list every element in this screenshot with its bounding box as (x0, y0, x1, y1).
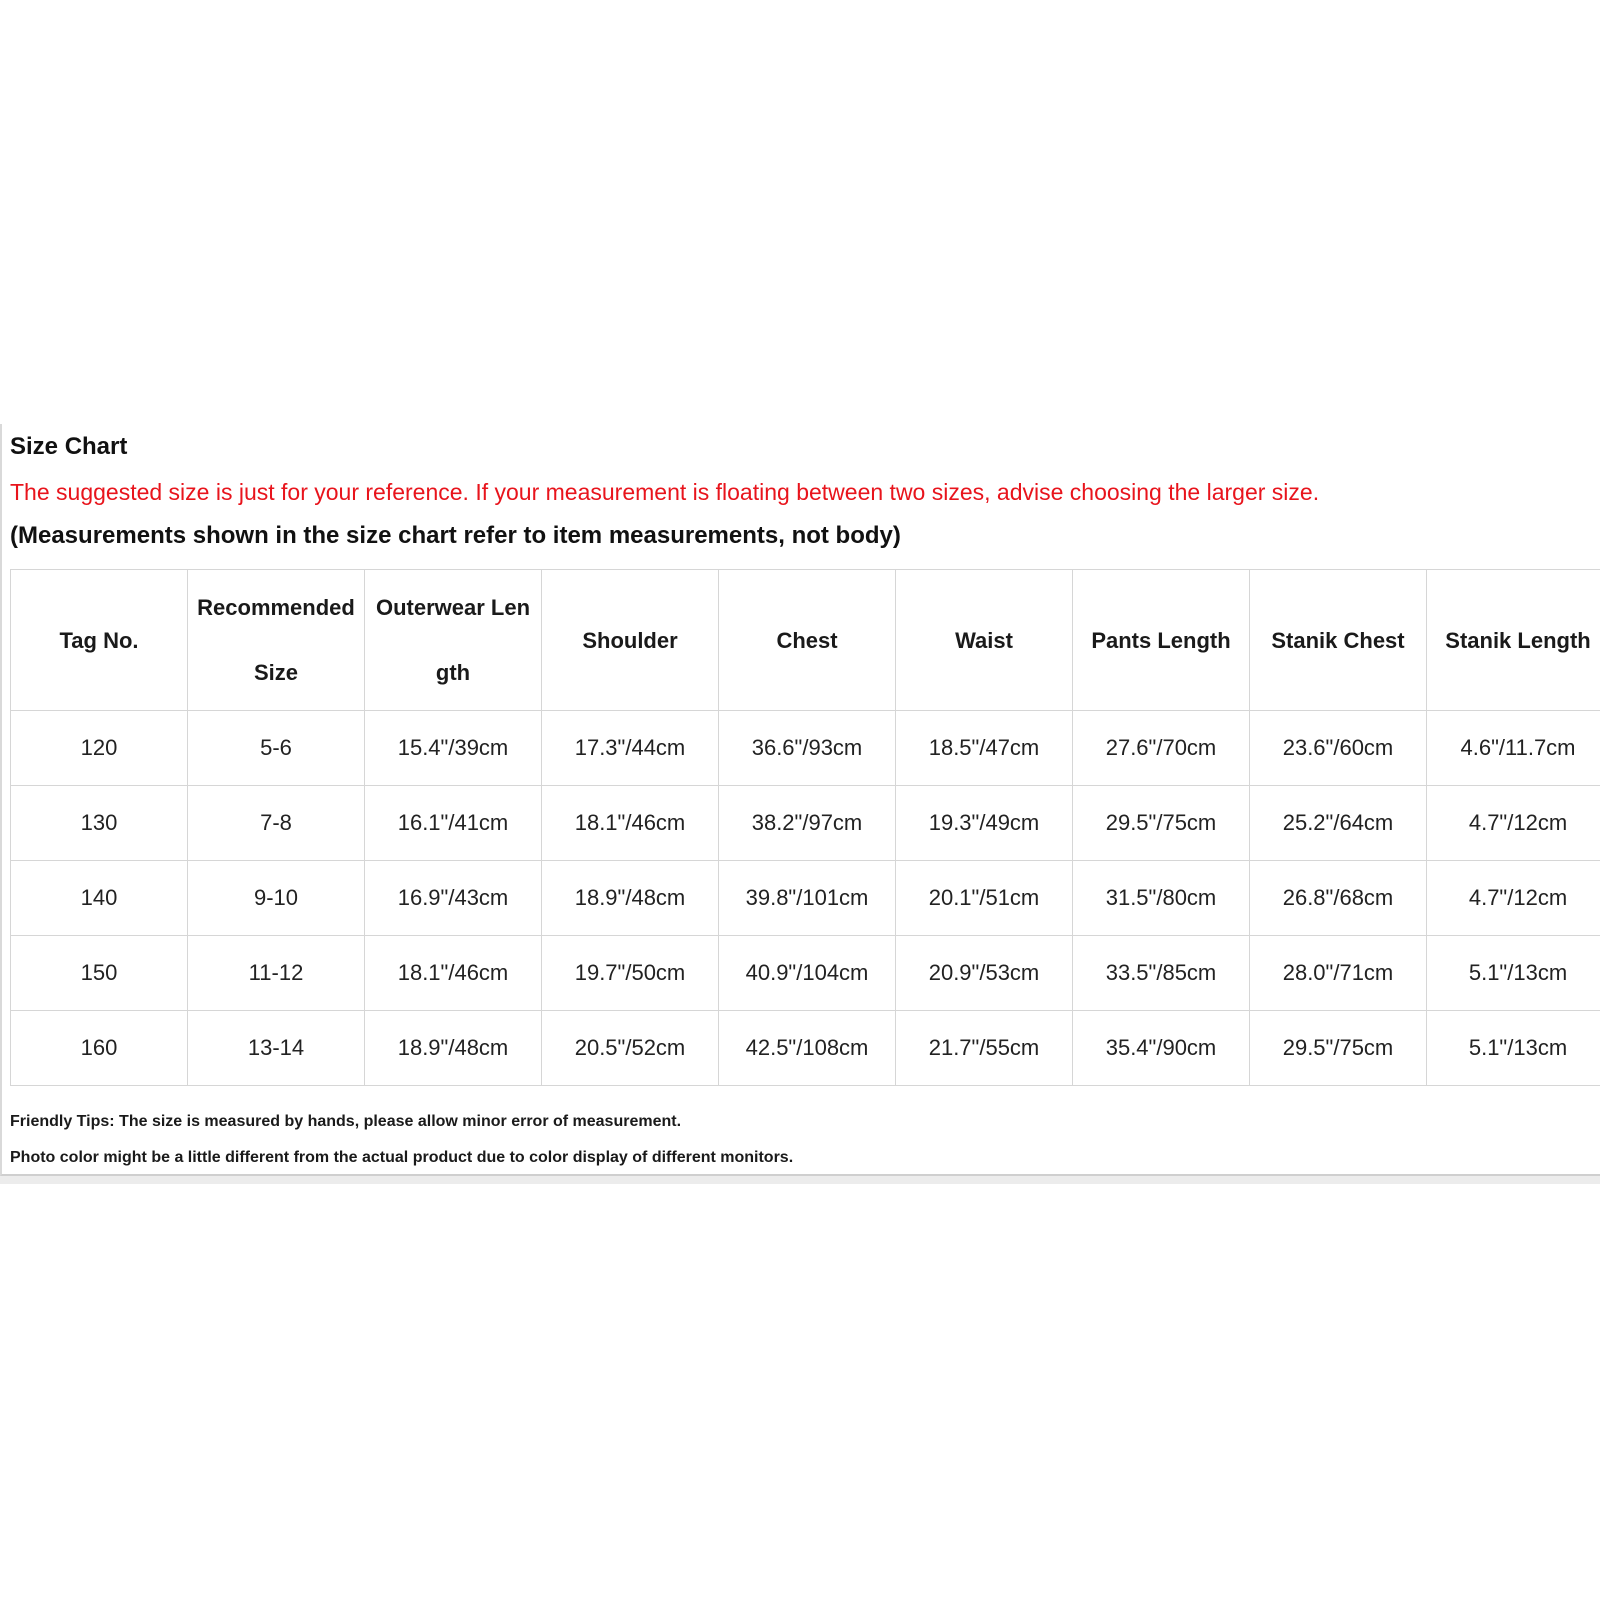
panel-bottom-edge (0, 1176, 1600, 1184)
table-cell: 26.8"/68cm (1250, 861, 1427, 936)
table-cell: 28.0"/71cm (1250, 936, 1427, 1011)
column-header (542, 570, 719, 711)
table-cell: 4.6"/11.7cm (1427, 711, 1600, 786)
table-cell: 15.4"/39cm (365, 711, 542, 786)
table-cell: 31.5"/80cm (1073, 861, 1250, 936)
table-cell: 20.1"/51cm (896, 861, 1073, 936)
table-cell: 13-14 (188, 1011, 365, 1086)
table-cell: 120 (11, 711, 188, 786)
column-header-text: gth (435, 660, 471, 685)
column-header-text: Recommended (197, 595, 355, 620)
column-header (719, 570, 896, 711)
column-header-text: Shoulder (582, 627, 678, 653)
table-cell: 5.1"/13cm (1427, 936, 1600, 1011)
table-cell: 16.1"/41cm (365, 786, 542, 861)
column-header (896, 570, 1073, 711)
size-table (10, 569, 1600, 1086)
column-header-text: Stanik Chest (1271, 627, 1405, 653)
table-cell: 18.1"/46cm (542, 786, 719, 861)
table-cell: 21.7"/55cm (896, 1011, 1073, 1086)
table-cell: 23.6"/60cm (1250, 711, 1427, 786)
table-cell: 18.9"/48cm (365, 1011, 542, 1086)
table-cell: 18.9"/48cm (542, 861, 719, 936)
table-cell: 20.9"/53cm (896, 936, 1073, 1011)
table-row (11, 786, 1600, 861)
table-cell: 7-8 (188, 786, 365, 861)
table-cell: 4.7"/12cm (1427, 786, 1600, 861)
column-header (1427, 570, 1600, 711)
table-body (11, 711, 1600, 1086)
column-header (365, 570, 542, 711)
column-header-text: Size (253, 660, 299, 685)
table-cell: 40.9"/104cm (719, 936, 896, 1011)
size-notice: The suggested size is just for your reference. If your measurement is floating between two sizes, advise choosing the larger size. (10, 479, 1320, 505)
table-cell: 39.8"/101cm (719, 861, 896, 936)
table-cell: 27.6"/70cm (1073, 711, 1250, 786)
table-cell: 5.1"/13cm (1427, 1011, 1600, 1086)
column-header-text: Chest (776, 627, 838, 653)
table-row (11, 861, 1600, 936)
table-cell: 4.7"/12cm (1427, 861, 1600, 936)
table-cell: 36.6"/93cm (719, 711, 896, 786)
table-cell: 20.5"/52cm (542, 1011, 719, 1086)
table-cell: 19.7"/50cm (542, 936, 719, 1011)
table-cell: 29.5"/75cm (1250, 1011, 1427, 1086)
table-cell: 16.9"/43cm (365, 861, 542, 936)
table-cell: 29.5"/75cm (1073, 786, 1250, 861)
column-header-text: Stanik Length (1445, 627, 1591, 653)
color-disclaimer: Photo color might be a little different from the actual product due to color display of different monitors. (10, 1149, 794, 1166)
column-header (1250, 570, 1427, 711)
table-header-row (11, 570, 1600, 711)
table-cell: 18.5"/47cm (896, 711, 1073, 786)
table-cell: 35.4"/90cm (1073, 1011, 1250, 1086)
table-cell: 150 (11, 936, 188, 1011)
table-row (11, 936, 1600, 1011)
table-cell: 33.5"/85cm (1073, 936, 1250, 1011)
table-row (11, 1011, 1600, 1086)
table-cell: 140 (11, 861, 188, 936)
friendly-tip: Friendly Tips: The size is measured by hands, please allow minor error of measurement. (10, 1113, 682, 1130)
table-cell: 160 (11, 1011, 188, 1086)
table-cell: 25.2"/64cm (1250, 786, 1427, 861)
table-cell: 19.3"/49cm (896, 786, 1073, 861)
column-header-text: Outerwear Len (375, 595, 531, 620)
column-header-text: Pants Length (1091, 627, 1231, 653)
column-header (1073, 570, 1250, 711)
table-cell: 9-10 (188, 861, 365, 936)
table-cell: 130 (11, 786, 188, 861)
table-cell: 5-6 (188, 711, 365, 786)
table-cell: 18.1"/46cm (365, 936, 542, 1011)
table-cell: 17.3"/44cm (542, 711, 719, 786)
measurement-note: (Measurements shown in the size chart refer to item measurements, not body) (10, 522, 901, 549)
table-cell: 42.5"/108cm (719, 1011, 896, 1086)
column-header-text: Waist (955, 627, 1013, 653)
column-header-text: Tag No. (59, 627, 139, 653)
page-title: Size Chart (10, 433, 128, 460)
table-cell: 38.2"/97cm (719, 786, 896, 861)
column-header (11, 570, 188, 711)
column-header (188, 570, 365, 711)
table-row (11, 711, 1600, 786)
table-cell: 11-12 (188, 936, 365, 1011)
